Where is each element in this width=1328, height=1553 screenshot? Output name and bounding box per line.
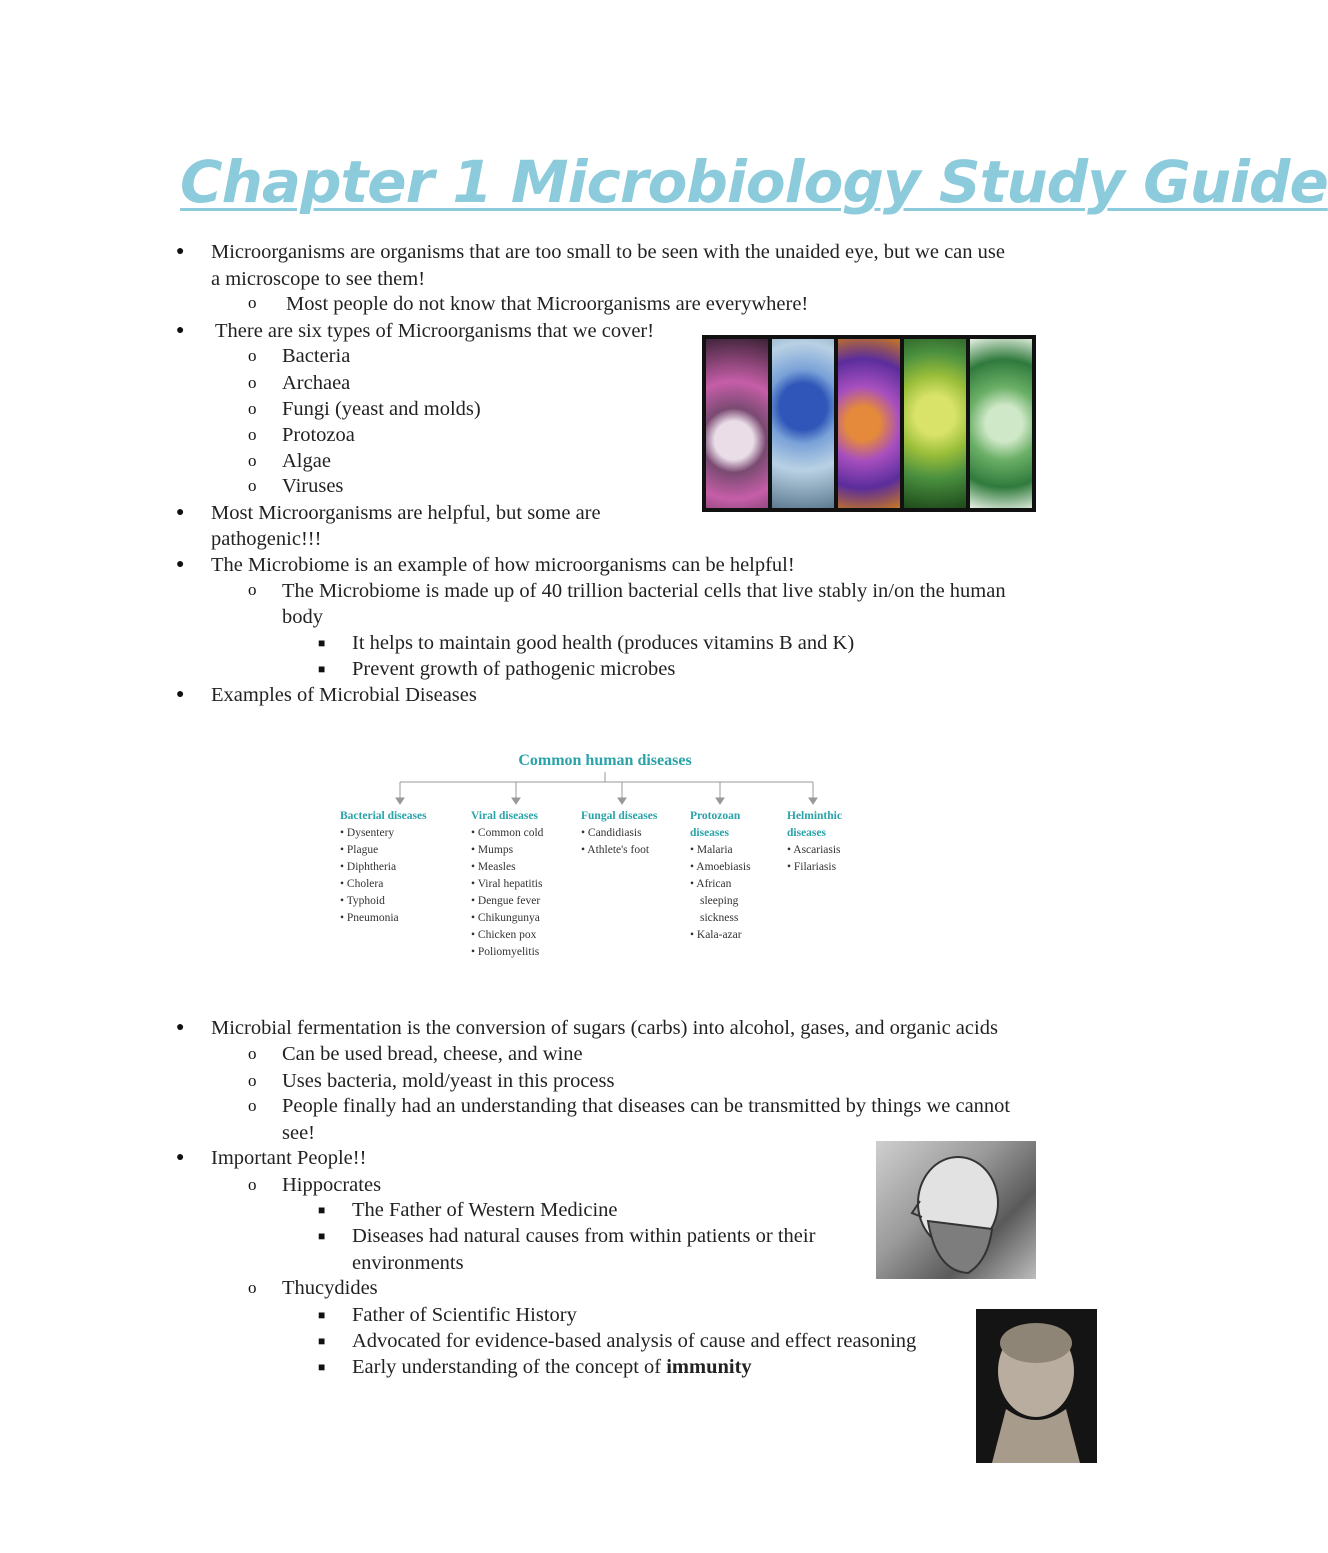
column-head: Bacterial diseases <box>340 810 427 822</box>
text-line: Examples of Microbial Diseases <box>211 684 477 706</box>
text-line: Microorganisms are organisms that are too small to be seen with the unaided eye, but we can use <box>211 241 1005 263</box>
text-line: a microscope to see them! <box>211 268 426 290</box>
column-head: Protozoan <box>690 810 741 822</box>
microbe-strip <box>706 339 768 508</box>
text-line: Father of Scientific History <box>352 1304 577 1326</box>
text-line: Diseases had natural causes from within patients or their <box>352 1225 816 1247</box>
bullet-icon: o <box>248 1044 257 1063</box>
text-line: pathogenic!!! <box>211 528 322 550</box>
disease-item: sleeping <box>700 895 739 907</box>
beard-shape <box>928 1221 992 1273</box>
bullet-icon: o <box>248 373 257 392</box>
text-line: Important People!! <box>211 1147 367 1169</box>
bullet-icon: ■ <box>318 1203 326 1217</box>
disease-item: • African <box>690 878 732 890</box>
text-line: Most Microorganisms are helpful, but some are <box>211 502 601 524</box>
disease-column-viral <box>471 808 543 961</box>
disease-item: • Pneumonia <box>340 912 399 924</box>
disease-item: • Malaria <box>690 844 733 856</box>
text-line: body <box>282 606 323 628</box>
disease-item: • Plague <box>340 844 379 856</box>
bullet-icon: o <box>248 451 257 470</box>
disease-item: • Common cold <box>471 827 544 839</box>
disease-item: • Filariasis <box>787 861 837 873</box>
bullet-icon: o <box>248 346 257 365</box>
microbe-strip <box>838 339 900 508</box>
bullet-icon: ■ <box>318 1334 326 1348</box>
bullet-icon: o <box>248 293 257 312</box>
disease-column-helminthic <box>787 808 842 876</box>
page-title: Chapter 1 Microbiology Study Guide <box>180 148 1328 216</box>
bullet-icon: ● <box>176 1150 185 1165</box>
disease-item: • Chikungunya <box>471 912 540 924</box>
text-line: It helps to maintain good health (produces vitamins B and K) <box>352 632 855 654</box>
arrow-icon <box>716 798 724 804</box>
bullet-icon: o <box>248 1071 257 1090</box>
list-item: Viruses <box>282 475 344 497</box>
text-line: The Father of Western Medicine <box>352 1199 618 1221</box>
text-line: environments <box>352 1252 464 1274</box>
column-head: diseases <box>787 827 826 839</box>
bullet-icon: ● <box>176 1020 185 1035</box>
text-line: Hippocrates <box>282 1174 382 1196</box>
disease-item: sickness <box>700 912 739 924</box>
bold-term: immunity <box>666 1356 752 1378</box>
microorganisms-image <box>702 335 1036 512</box>
bullet-icon: ● <box>176 687 185 702</box>
disease-item: • Chicken pox <box>471 929 537 941</box>
disease-item: • Typhoid <box>340 895 385 907</box>
diagram-title: Common human diseases <box>518 752 692 769</box>
text-line: People finally had an understanding that diseases can be transmitted by things we cannot <box>282 1095 1011 1117</box>
bullet-icon: ■ <box>318 636 326 650</box>
hippocrates-portrait <box>876 1141 1036 1279</box>
list-item: Protozoa <box>282 424 355 446</box>
arrow-icon <box>618 798 626 804</box>
column-head: Helminthic <box>787 810 842 822</box>
bullet-icon: o <box>248 1096 257 1115</box>
text-line: Can be used bread, cheese, and wine <box>282 1043 583 1065</box>
arrow-icon <box>512 798 520 804</box>
disease-item: • Dysentery <box>340 827 395 839</box>
bullet-icon: o <box>248 425 257 444</box>
disease-column-bacterial <box>340 808 427 927</box>
disease-column-protozoan <box>690 808 751 944</box>
disease-item: • Poliomyelitis <box>471 946 540 958</box>
disease-item: • Mumps <box>471 844 514 856</box>
disease-column-fungal <box>581 808 657 859</box>
list-item: Bacteria <box>282 345 351 367</box>
disease-item: • Viral hepatitis <box>471 878 543 890</box>
text-line: Prevent growth of pathogenic microbes <box>352 658 676 680</box>
portrait-drawing <box>876 1141 1036 1279</box>
disease-item: • Amoebiasis <box>690 861 751 873</box>
column-head: diseases <box>690 827 729 839</box>
text-line: Advocated for evidence-based analysis of cause and effect reasoning <box>352 1330 917 1352</box>
disease-item: • Cholera <box>340 878 384 890</box>
text-line: The Microbiome is an example of how microorganisms can be helpful! <box>211 554 795 576</box>
bullet-icon: ■ <box>318 1308 326 1322</box>
bullet-icon: ■ <box>318 662 326 676</box>
microbe-strip <box>772 339 834 508</box>
arrow-icon <box>396 798 404 804</box>
thucydides-bust <box>976 1309 1097 1463</box>
bullet-icon: o <box>248 399 257 418</box>
neck-shape <box>992 1409 1080 1463</box>
list-item: Archaea <box>282 372 351 394</box>
bullet-icon: ● <box>176 323 185 338</box>
bullet-icon: ■ <box>318 1360 326 1374</box>
bullet-icon: o <box>248 1278 257 1297</box>
disease-item: • Athlete's foot <box>581 844 650 856</box>
hair-shape <box>1000 1323 1072 1363</box>
bullet-icon: ● <box>176 557 185 572</box>
disease-item: • Dengue fever <box>471 895 541 907</box>
text-line: Most people do not know that Microorganisms are everywhere! <box>286 293 809 315</box>
microbe-strip <box>970 339 1032 508</box>
text-line <box>352 1354 752 1380</box>
bullet-icon: ● <box>176 244 185 259</box>
text-segment: Early understanding of the concept of <box>352 1356 667 1378</box>
column-head: Fungal diseases <box>581 810 658 822</box>
column-head: Viral diseases <box>471 810 538 822</box>
list-item: Algae <box>282 450 331 472</box>
text-line: Microbial fermentation is the conversion of sugars (carbs) into alcohol, gases, and organic acids <box>211 1017 998 1039</box>
bullet-icon: o <box>248 476 257 495</box>
disease-item: • Ascariasis <box>787 844 841 856</box>
arrow-icon <box>809 798 817 804</box>
text-line: see! <box>282 1122 316 1144</box>
bullet-icon: o <box>248 1175 257 1194</box>
bullet-icon: ● <box>176 505 185 520</box>
text-line: The Microbiome is made up of 40 trillion bacterial cells that live stably in/on the human <box>282 580 1006 602</box>
text-line: There are six types of Microorganisms that we cover! <box>215 320 655 342</box>
disease-item: • Kala-azar <box>690 929 742 941</box>
text-line: Uses bacteria, mold/yeast in this process <box>282 1070 615 1092</box>
bust-drawing <box>976 1309 1097 1463</box>
bullet-icon: ■ <box>318 1229 326 1243</box>
disease-item: • Measles <box>471 861 516 873</box>
microbe-strip <box>904 339 966 508</box>
bullet-icon: o <box>248 580 257 599</box>
text-line: Thucydides <box>282 1277 378 1299</box>
diagram-connectors <box>390 772 830 806</box>
disease-item: • Candidiasis <box>581 827 642 839</box>
disease-item: • Diphtheria <box>340 861 397 873</box>
list-item: Fungi (yeast and molds) <box>282 398 481 420</box>
